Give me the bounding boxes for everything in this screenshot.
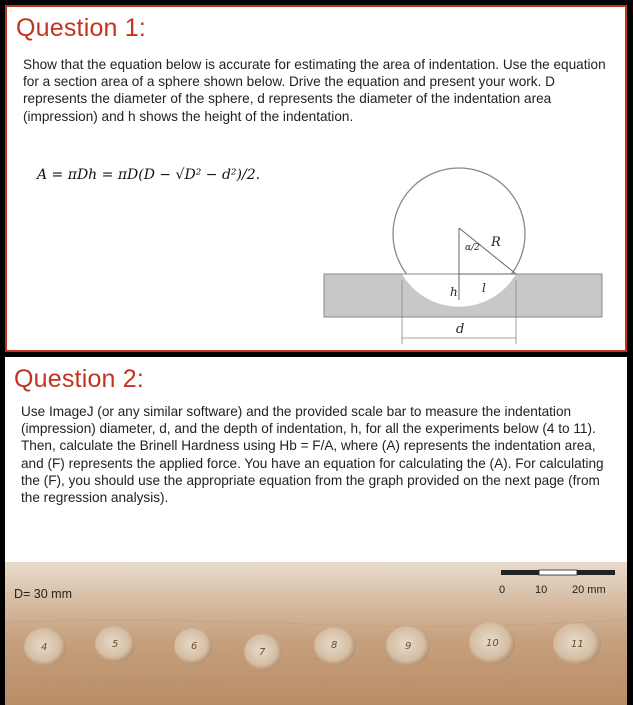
specimen-label-9: 9 — [405, 641, 412, 652]
scale-label-0: 0 — [499, 584, 506, 596]
sphere-indentation-diagram — [322, 144, 607, 344]
angle-label: α/2 — [465, 243, 480, 253]
question-2-panel — [5, 357, 627, 705]
sphere-diameter-label: D= 30 mm — [14, 587, 73, 601]
question-1-title: Question 1: — [16, 14, 147, 42]
radius-label: R — [491, 235, 501, 250]
specimen-label-4: 4 — [41, 642, 48, 653]
question-2-title: Question 2: — [14, 365, 145, 393]
area-equation: A = πDh = πD(D − √D² − d²)/2. — [37, 167, 261, 183]
question-1-body: Show that the equation below is accurate for estimating the area of indentation. Use the equation for a section area of a sphere shown below. Drive the equation and present your work. D represents the diameter of the sphere, d represents the diameter of the indentation area (impression) and h shows the height of the indentation. — [23, 57, 606, 124]
height-label: h — [450, 285, 458, 299]
specimen-label-6: 6 — [191, 641, 198, 652]
length-label: l — [482, 281, 486, 295]
specimen-label-5: 5 — [112, 639, 119, 650]
specimen-label-8: 8 — [331, 640, 338, 651]
question-1-panel — [5, 5, 627, 352]
diameter-label: d — [456, 322, 465, 337]
question-2-body: Use ImageJ (or any similar software) and the provided scale bar to measure the indentation (impression) diameter, d, and the depth of indentation, h, for all the experiments below (4 to 11). Then, calculate the Brinell Hardness using Hb = F/A, where (A) represents the indentation area, and (F) represents the applied force. You have an equation for calculating the (A). For calculating the (F), you should use the appropriate equation from the graph provided on the next page (from the regression analysis). — [21, 404, 604, 506]
scale-label-10: 10 — [535, 584, 548, 596]
specimen-label-11: 11 — [571, 639, 584, 650]
scale-label-20: 20 mm — [572, 584, 606, 596]
scale-bar — [497, 567, 617, 579]
specimen-label-10: 10 — [486, 638, 499, 649]
specimen-photo — [5, 562, 627, 705]
specimen-label-7: 7 — [259, 647, 266, 658]
